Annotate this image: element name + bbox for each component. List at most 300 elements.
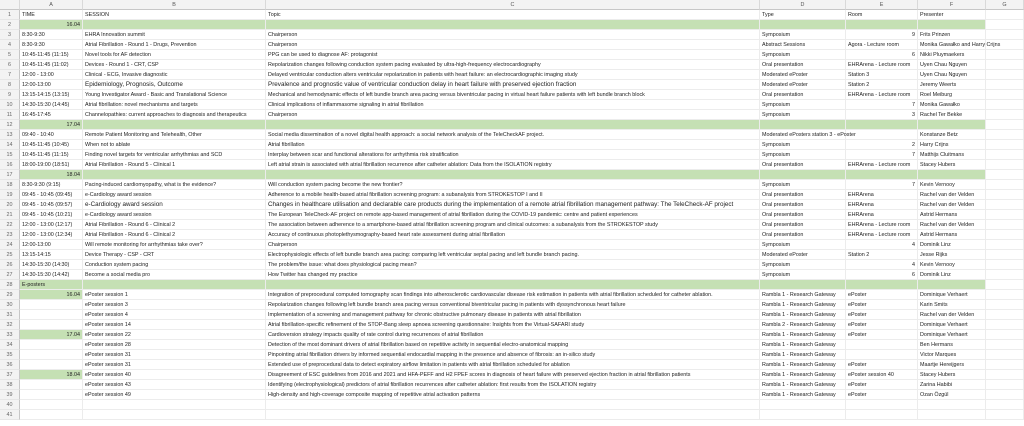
cell-d[interactable]: Rambla 1 - Research Gateway (760, 290, 846, 300)
row-number[interactable]: 8 (0, 80, 20, 90)
cell-b[interactable] (83, 20, 266, 30)
row-number[interactable]: 1 (0, 10, 20, 20)
cell-b[interactable] (83, 170, 266, 180)
cell-f[interactable]: Astrid Hermans (918, 230, 986, 240)
cell-d[interactable]: Abstract Sessions (760, 40, 846, 50)
cell-g[interactable] (986, 250, 1024, 260)
row-number[interactable]: 21 (0, 210, 20, 220)
cell-e[interactable]: 3 (846, 110, 918, 120)
cell-d[interactable]: Moderated ePoster (760, 250, 846, 260)
cell-g[interactable] (986, 230, 1024, 240)
row-number[interactable]: 15 (0, 150, 20, 160)
cell-b[interactable] (83, 410, 266, 420)
row-number[interactable]: 16 (0, 160, 20, 170)
cell-a[interactable] (20, 310, 83, 320)
cell-c[interactable]: The problem/the issue: what does physiological pacing mean? (266, 260, 760, 270)
cell-a[interactable]: 16:45-17:45 (20, 110, 83, 120)
row-number[interactable]: 12 (0, 120, 20, 130)
cell-g[interactable] (986, 50, 1024, 60)
cell-c[interactable]: Pinpointing atrial fibrillation drivers by informed sequential endocardial mapping in the presence and absence of fibrosis: an in-silico study (266, 350, 760, 360)
cell-g[interactable] (986, 380, 1024, 390)
row-number[interactable]: 26 (0, 260, 20, 270)
cell-e[interactable]: ePoster (846, 330, 918, 340)
row-number[interactable]: 10 (0, 100, 20, 110)
cell-a[interactable]: 12:00-13:00 (20, 80, 83, 90)
cell-b[interactable]: ePoster session 49 (83, 390, 266, 400)
cell-g[interactable] (986, 180, 1024, 190)
cell-e[interactable] (846, 120, 918, 130)
cell-g[interactable] (986, 70, 1024, 80)
cell-f[interactable]: Frits Prinzen (918, 30, 986, 40)
cell-f[interactable]: Konstanze Betz (918, 130, 986, 140)
cell-g[interactable] (986, 300, 1024, 310)
cell-e[interactable]: EHRArena (846, 190, 918, 200)
header-cell-f[interactable]: Presenter (918, 10, 986, 20)
cell-e[interactable]: EHRArena - Lecture room (846, 90, 918, 100)
cell-e[interactable]: Agora - Lecture room (846, 40, 918, 50)
column-header-g[interactable]: G (986, 0, 1024, 10)
cell-c[interactable] (266, 170, 760, 180)
cell-c[interactable]: Atrial fibrillation (266, 140, 760, 150)
row-number[interactable]: 32 (0, 320, 20, 330)
cell-b[interactable]: Young Investigator Award - Basic and Translational Science (83, 90, 266, 100)
cell-e[interactable] (846, 350, 918, 360)
cell-b[interactable]: e-Cardiology award session (83, 210, 266, 220)
cell-g[interactable] (986, 210, 1024, 220)
row-number[interactable]: 24 (0, 240, 20, 250)
cell-d[interactable]: Moderated ePoster (760, 80, 846, 90)
row-number[interactable]: 3 (0, 30, 20, 40)
cell-b[interactable]: Atrial fibrillation: novel mechanisms and targets (83, 100, 266, 110)
cell-c[interactable]: Left atrial strain is associated with atrial fibrillation recurrence after catheter ablation: Data from the ISOLATION registry (266, 160, 760, 170)
cell-a[interactable]: 8:30-9:30 (20, 30, 83, 40)
cell-c[interactable]: Identifying (electrophysiological) predictors of atrial fibrillation recurrences after catheter ablation: first results from the ISOLATION registry (266, 380, 760, 390)
row-number[interactable]: 7 (0, 70, 20, 80)
cell-c[interactable]: Clinical implications of inflammasome signaling in atrial fibrillation (266, 100, 760, 110)
row-number[interactable]: 2 (0, 20, 20, 30)
row-number[interactable]: 6 (0, 60, 20, 70)
cell-a[interactable] (20, 320, 83, 330)
cell-c[interactable]: Implementation of a screening and management pathway for chronic obstructive pulmonary disease in patients with atrial fibrillation (266, 310, 760, 320)
cell-c[interactable]: Cardioversion strategy impacts quality of rate control during recurrences of atrial fibrillation (266, 330, 760, 340)
cell-b[interactable]: Conduction system pacing (83, 260, 266, 270)
cell-c[interactable]: Adherence to a mobile health-based atrial fibrillation screening program: a subanalysis from STROKESTOP I and II (266, 190, 760, 200)
cell-b[interactable] (83, 120, 266, 130)
cell-c[interactable]: PPG can be used to diagnose AF: protagonist (266, 50, 760, 60)
cell-c[interactable]: Mechanical and hemodynamic effects of left bundle branch area pacing versus biventricular pacing in virtual heart failure patients with left bundle branch block (266, 90, 760, 100)
cell-a[interactable]: 12:00 - 13:00 (12:34) (20, 230, 83, 240)
cell-c[interactable]: How Twitter has changed my practice (266, 270, 760, 280)
cell-g[interactable] (986, 40, 1024, 50)
cell-d[interactable] (760, 410, 846, 420)
cell-f[interactable]: Astrid Hermans (918, 210, 986, 220)
cell-a[interactable]: 14:30-15:30 (14:45) (20, 100, 83, 110)
cell-a[interactable]: 13:15-14:15 (20, 250, 83, 260)
cell-f[interactable]: Nikki Pluymaekers (918, 50, 986, 60)
cell-b[interactable]: ePoster session 40 (83, 370, 266, 380)
cell-e[interactable]: ePoster session 40 (846, 370, 918, 380)
cell-b[interactable]: Finding novel targets for ventricular arrhythmias and SCD (83, 150, 266, 160)
cell-g[interactable] (986, 370, 1024, 380)
row-number[interactable]: 28 (0, 280, 20, 290)
cell-f[interactable]: Matthijs Cluitmans (918, 150, 986, 160)
select-all-corner[interactable] (0, 0, 20, 10)
cell-f[interactable]: Karin Smits (918, 300, 986, 310)
cell-f[interactable]: Dominique Verhaert (918, 330, 986, 340)
column-header-e[interactable]: E (846, 0, 918, 10)
cell-f[interactable]: Roel Meiburg (918, 90, 986, 100)
cell-c[interactable]: Chairperson (266, 30, 760, 40)
cell-d[interactable] (760, 20, 846, 30)
row-number[interactable]: 39 (0, 390, 20, 400)
cell-d[interactable] (760, 280, 846, 290)
cell-g[interactable] (986, 280, 1024, 290)
cell-b[interactable]: Will remote monitoring for arrhythmias take over? (83, 240, 266, 250)
cell-f[interactable]: Kevin Vernooy (918, 260, 986, 270)
cell-c[interactable]: The association between adherence to a smartphone-based atrial fibrillation screening program and clinical outcomes: a subanalysis from the STROKESTOP study (266, 220, 760, 230)
cell-c[interactable]: Repolarization changes following conduction system pacing evaluated by ultra-high-frequency electrocardiography (266, 60, 760, 70)
cell-a[interactable]: 10:45-11:45 (11:15) (20, 50, 83, 60)
cell-c[interactable]: Changes in healthcare utilisation and declarable care products during the implementation of a remote atrial fibrillation management pathway: The TeleCheck-AF project (266, 200, 760, 210)
cell-b[interactable] (83, 400, 266, 410)
cell-f[interactable]: Dominik Linz (918, 240, 986, 250)
cell-e[interactable]: ePoster (846, 380, 918, 390)
column-header-a[interactable]: A (20, 0, 83, 10)
cell-a[interactable] (20, 380, 83, 390)
cell-f[interactable]: Jesse Rijks (918, 250, 986, 260)
cell-f[interactable]: Stacey Hubers (918, 370, 986, 380)
row-number[interactable]: 25 (0, 250, 20, 260)
cell-g[interactable] (986, 170, 1024, 180)
cell-c[interactable]: Prevalence and prognostic value of ventricular conduction delay in heart failure with preserved ejection fraction (266, 80, 760, 90)
cell-c[interactable]: Disagreement of ESC guidelines from 2016 and 2021 and HFA-PEFF and H2 FPEF scores in diagnosis of heart failure with preserved ejection fraction in atrial fibrillation patients (266, 370, 760, 380)
cell-a[interactable]: 8:30-9:30 (20, 40, 83, 50)
cell-f[interactable]: Maartje Hereijgers (918, 360, 986, 370)
cell-e[interactable] (846, 410, 918, 420)
cell-e[interactable] (846, 400, 918, 410)
cell-g[interactable] (986, 30, 1024, 40)
cell-b[interactable]: When not to ablate (83, 140, 266, 150)
cell-c[interactable]: Accuracy of continuous photoplethysmography-based heart rate assessment during atrial fibrillation (266, 230, 760, 240)
cell-c[interactable]: Extended use of preprocedural data to detect expiratory airflow limitation in patients with atrial fibrillation scheduled for ablation (266, 360, 760, 370)
row-number[interactable]: 23 (0, 230, 20, 240)
cell-e[interactable] (846, 340, 918, 350)
cell-b[interactable]: ePoster session 14 (83, 320, 266, 330)
cell-d[interactable]: Symposium (760, 100, 846, 110)
cell-d[interactable] (760, 400, 846, 410)
cell-a[interactable]: 18.04 (20, 170, 83, 180)
cell-b[interactable]: Atrial Fibrillation - Round 6 - Clinical 2 (83, 220, 266, 230)
cell-b[interactable] (83, 280, 266, 290)
cell-e[interactable]: EHRArena (846, 210, 918, 220)
row-number[interactable]: 29 (0, 290, 20, 300)
cell-g[interactable] (986, 120, 1024, 130)
cell-g[interactable] (986, 360, 1024, 370)
cell-d[interactable] (760, 120, 846, 130)
cell-c[interactable]: Interplay between scar and functional alterations for arrhythmia risk stratification (266, 150, 760, 160)
cell-a[interactable]: 09:45 - 10:45 (10:21) (20, 210, 83, 220)
cell-e[interactable]: Station 2 (846, 80, 918, 90)
cell-e[interactable]: Station 3 (846, 70, 918, 80)
column-header-c[interactable]: C (266, 0, 760, 10)
cell-a[interactable]: 16.04 (20, 20, 83, 30)
cell-a[interactable]: 14:30-15:30 (14:30) (20, 260, 83, 270)
cell-d[interactable]: Symposium (760, 140, 846, 150)
cell-g[interactable] (986, 20, 1024, 30)
cell-e[interactable]: EHRArena (846, 200, 918, 210)
cell-e[interactable]: ePoster (846, 290, 918, 300)
cell-c[interactable]: Chairperson (266, 240, 760, 250)
header-cell-a[interactable]: TIME (20, 10, 83, 20)
cell-c[interactable]: Integration of preprocedural computed tomography scan findings into atherosclerotic cardiovascular disease risk estimation in patients with atrial fibrillation scheduled for catheter ablation. (266, 290, 760, 300)
cell-d[interactable]: Oral presentation (760, 220, 846, 230)
cell-f[interactable]: Rachel van der Velden (918, 190, 986, 200)
cell-a[interactable]: 10:45-11:45 (10:45) (20, 140, 83, 150)
cell-a[interactable] (20, 300, 83, 310)
row-number[interactable]: 14 (0, 140, 20, 150)
cell-e[interactable]: EHRArena - Lecture room (846, 230, 918, 240)
cell-b[interactable]: Device Therapy - CSP - CRT (83, 250, 266, 260)
cell-d[interactable]: Symposium (760, 30, 846, 40)
cell-c[interactable]: Electrophysiologic effects of left bundle branch area pacing: comparing left ventricular septal pacing and left bundle branch pacing. (266, 250, 760, 260)
cell-d[interactable]: Rambla 1 - Research Gateway (760, 330, 846, 340)
row-number[interactable]: 11 (0, 110, 20, 120)
cell-a[interactable] (20, 360, 83, 370)
cell-a[interactable]: 17.04 (20, 120, 83, 130)
cell-b[interactable]: ePoster session 31 (83, 350, 266, 360)
cell-d[interactable]: Oral presentation (760, 160, 846, 170)
header-cell-d[interactable]: Type (760, 10, 846, 20)
cell-g[interactable] (986, 410, 1024, 420)
cell-b[interactable]: Novel tools for AF detection (83, 50, 266, 60)
cell-g[interactable] (986, 340, 1024, 350)
cell-e[interactable]: 7 (846, 100, 918, 110)
cell-a[interactable] (20, 410, 83, 420)
cell-f[interactable]: Rachel Ter Bekke (918, 110, 986, 120)
cell-b[interactable]: Atrial Fibrillation - Round 6 - Clinical 2 (83, 230, 266, 240)
cell-a[interactable]: 09:45 - 10:45 (09:45) (20, 190, 83, 200)
cell-e[interactable]: ePoster (846, 390, 918, 400)
cell-b[interactable]: ePoster session 43 (83, 380, 266, 390)
cell-d[interactable]: Moderated ePosters station 3 - ePoster (762, 132, 856, 138)
cell-f[interactable]: Jeremy Weerts (918, 80, 986, 90)
cell-g[interactable] (986, 90, 1024, 100)
cell-f[interactable]: Ben Hermans (918, 340, 986, 350)
cell-c[interactable]: Detection of the most dominant drivers of atrial fibrillation based on repetitive activity in sequential electro-anatomical mapping (266, 340, 760, 350)
row-number[interactable]: 22 (0, 220, 20, 230)
cell-c[interactable]: Delayed ventricular conduction alters ventricular repolarization in patients with heart failure: an electrocardiographic imaging study (266, 70, 760, 80)
cell-f[interactable] (918, 20, 986, 30)
cell-e[interactable]: EHRArena - Lecture room (846, 220, 918, 230)
cell-g[interactable] (986, 220, 1024, 230)
row-number[interactable]: 31 (0, 310, 20, 320)
cell-e[interactable] (846, 170, 918, 180)
cell-f[interactable] (918, 410, 986, 420)
cell-c[interactable] (266, 20, 760, 30)
row-number[interactable]: 9 (0, 90, 20, 100)
cell-g[interactable] (986, 130, 1024, 140)
row-number[interactable]: 40 (0, 400, 20, 410)
cell-e[interactable]: ePoster (846, 320, 918, 330)
cell-b[interactable]: ePoster session 31 (83, 360, 266, 370)
cell-e[interactable]: EHRArena - Lecture room (846, 60, 918, 70)
cell-g[interactable] (986, 320, 1024, 330)
cell-e[interactable] (846, 130, 918, 140)
cell-g[interactable] (986, 60, 1024, 70)
cell-a[interactable]: 16.04 (20, 290, 83, 300)
cell-e[interactable]: 4 (846, 260, 918, 270)
cell-f[interactable] (918, 120, 986, 130)
cell-g[interactable] (986, 200, 1024, 210)
cell-f[interactable]: Rachel van der Velden (918, 220, 986, 230)
cell-d[interactable]: Symposium (760, 150, 846, 160)
row-number[interactable]: 13 (0, 130, 20, 140)
cell-c[interactable]: Will conduction system pacing become the new frontier? (266, 180, 760, 190)
cell-a[interactable] (20, 390, 83, 400)
cell-d[interactable]: Rambla 1 - Research Gateway (760, 360, 846, 370)
cell-b[interactable]: ePoster session 3 (83, 300, 266, 310)
cell-f[interactable]: Dominique Verhaert (918, 320, 986, 330)
cell-e[interactable]: 2 (846, 140, 918, 150)
cell-a[interactable]: 13:15-14:15 (13:15) (20, 90, 83, 100)
cell-a[interactable]: 8:30-9:30 (9:15) (20, 180, 83, 190)
cell-b[interactable]: Channelopathies: current approaches to diagnosis and therapeutics (83, 110, 266, 120)
row-number[interactable]: 35 (0, 350, 20, 360)
cell-a[interactable]: 17.04 (20, 330, 83, 340)
row-number[interactable]: 38 (0, 380, 20, 390)
cell-f[interactable]: Rachel van der Velden (918, 200, 986, 210)
cell-c[interactable] (266, 410, 760, 420)
cell-d[interactable]: Moderated ePoster (760, 70, 846, 80)
cell-g[interactable] (986, 80, 1024, 90)
column-header-d[interactable]: D (760, 0, 846, 10)
cell-a[interactable]: 12:00 - 13:00 (20, 70, 83, 80)
row-number[interactable]: 33 (0, 330, 20, 340)
cell-a[interactable]: 12:00-13:00 (20, 240, 83, 250)
cell-c[interactable]: Repolarization changes following left bundle branch area pacing versus conventional biventricular pacing in patients with dyssynchronous heart failure (266, 300, 760, 310)
cell-d[interactable]: Oral presentation (760, 60, 846, 70)
cell-b[interactable]: EHRA Innovation summit (83, 30, 266, 40)
row-number[interactable]: 5 (0, 50, 20, 60)
cell-c[interactable]: Chairperson (266, 40, 760, 50)
cell-b[interactable]: Atrial Fibrillation - Round 1 - Drugs, Prevention (83, 40, 266, 50)
cell-b[interactable]: ePoster session 1 (83, 290, 266, 300)
cell-d[interactable]: Symposium (760, 110, 846, 120)
cell-g[interactable] (986, 400, 1024, 410)
cell-b[interactable]: ePoster session 22 (83, 330, 266, 340)
cell-b[interactable]: ePoster session 28 (83, 340, 266, 350)
cell-f[interactable] (918, 280, 986, 290)
cell-d[interactable]: Oral presentation (760, 190, 846, 200)
row-number[interactable]: 18 (0, 180, 20, 190)
row-number[interactable]: 34 (0, 340, 20, 350)
cell-a[interactable]: 10:45-11:45 (11:02) (20, 60, 83, 70)
cell-b[interactable]: Clinical - ECG, Invasive diagnostic (83, 70, 266, 80)
cell-c[interactable]: High-density and high-coverage composite mapping of repetitive atrial activation patterns (266, 390, 760, 400)
cell-g[interactable] (986, 160, 1024, 170)
cell-e[interactable]: 4 (846, 240, 918, 250)
cell-a[interactable]: 14:30-15:30 (14:42) (20, 270, 83, 280)
cell-a[interactable]: 10:45-11:45 (11:15) (20, 150, 83, 160)
row-number[interactable]: 20 (0, 200, 20, 210)
cell-a[interactable] (20, 350, 83, 360)
row-number[interactable]: 41 (0, 410, 20, 420)
cell-d[interactable]: Rambla 1 - Research Gateway (760, 310, 846, 320)
cell-a[interactable]: E-posters (20, 280, 83, 290)
cell-e[interactable] (846, 20, 918, 30)
cell-e[interactable]: ePoster (846, 300, 918, 310)
cell-e[interactable]: 6 (846, 270, 918, 280)
cell-d[interactable]: Rambla 1 - Research Gateway (760, 350, 846, 360)
cell-e[interactable]: 6 (846, 50, 918, 60)
header-cell-b[interactable]: SESSION (83, 10, 266, 20)
cell-d[interactable]: Symposium (760, 50, 846, 60)
cell-c[interactable] (266, 400, 760, 410)
row-number[interactable]: 36 (0, 360, 20, 370)
cell-f[interactable]: Uyen Chau Nguyen (918, 70, 986, 80)
cell-b[interactable]: Atrial Fibrillation - Round 5 - Clinical 1 (83, 160, 266, 170)
cell-f[interactable] (918, 170, 986, 180)
cell-d[interactable]: Rambla 1 - Research Gateway (760, 370, 846, 380)
cell-g[interactable] (986, 110, 1024, 120)
cell-f[interactable]: Monika Gawałko (918, 100, 986, 110)
cell-c[interactable]: The European TeleCheck-AF project on remote app-based management of atrial fibrillation during the COVID-19 pandemic: centre and patient experiences (266, 210, 760, 220)
cell-g[interactable] (986, 150, 1024, 160)
column-header-f[interactable]: F (918, 0, 986, 10)
header-cell-e[interactable]: Room (846, 10, 918, 20)
cell-f[interactable]: Rachel van der Velden (918, 310, 986, 320)
cell-d[interactable]: Symposium (760, 240, 846, 250)
cell-b[interactable]: e-Cardiology award session (83, 200, 266, 210)
row-number[interactable]: 4 (0, 40, 20, 50)
cell-f[interactable]: Stacey Hubers (918, 160, 986, 170)
cell-a[interactable]: 09:45 - 10:45 (09:57) (20, 200, 83, 210)
cell-b[interactable]: Remote Patient Monitoring and Telehealth, Other (83, 130, 266, 140)
cell-b[interactable]: ePoster session 4 (83, 310, 266, 320)
cell-g[interactable] (986, 100, 1024, 110)
cell-g[interactable] (986, 290, 1024, 300)
cell-b[interactable]: Pacing-induced cardiomyopathy, what is the evidence? (83, 180, 266, 190)
cell-f[interactable]: Zarina Habibi (918, 380, 986, 390)
cell-e[interactable]: 9 (846, 30, 918, 40)
cell-a[interactable] (20, 400, 83, 410)
cell-f[interactable]: Kevin Vernooy (918, 180, 986, 190)
cell-e[interactable] (846, 280, 918, 290)
cell-d[interactable]: Symposium (760, 270, 846, 280)
cell-g[interactable] (986, 140, 1024, 150)
cell-a[interactable] (20, 340, 83, 350)
row-number[interactable]: 27 (0, 270, 20, 280)
header-cell-c[interactable]: Topic (266, 10, 760, 20)
cell-a[interactable]: 12:00 - 13:00 (12:17) (20, 220, 83, 230)
cell-c[interactable]: Atrial fibrillation-specific refinement of the STOP-Bang sleep apnoea screening questionnaire: Insights from the Virtual-SAFARI study (266, 320, 760, 330)
cell-d[interactable]: Symposium (760, 260, 846, 270)
cell-b[interactable]: Become a social media pro (83, 270, 266, 280)
cell-e[interactable]: ePoster (846, 360, 918, 370)
cell-d[interactable]: Symposium (760, 180, 846, 190)
cell-g[interactable] (986, 190, 1024, 200)
cell-f[interactable]: Ozan Özgül (918, 390, 986, 400)
cell-a[interactable]: 09:40 - 10:40 (20, 130, 83, 140)
cell-g[interactable] (986, 350, 1024, 360)
row-number[interactable]: 17 (0, 170, 20, 180)
cell-b[interactable]: Devices - Round 1 - CRT, CSP (83, 60, 266, 70)
cell-d[interactable]: Oral presentation (760, 90, 846, 100)
cell-d[interactable]: Rambla 1 - Research Gateway (760, 380, 846, 390)
cell-g[interactable] (986, 310, 1024, 320)
cell-d[interactable]: Oral presentation (760, 200, 846, 210)
cell-f[interactable]: Dominik Linz (918, 270, 986, 280)
